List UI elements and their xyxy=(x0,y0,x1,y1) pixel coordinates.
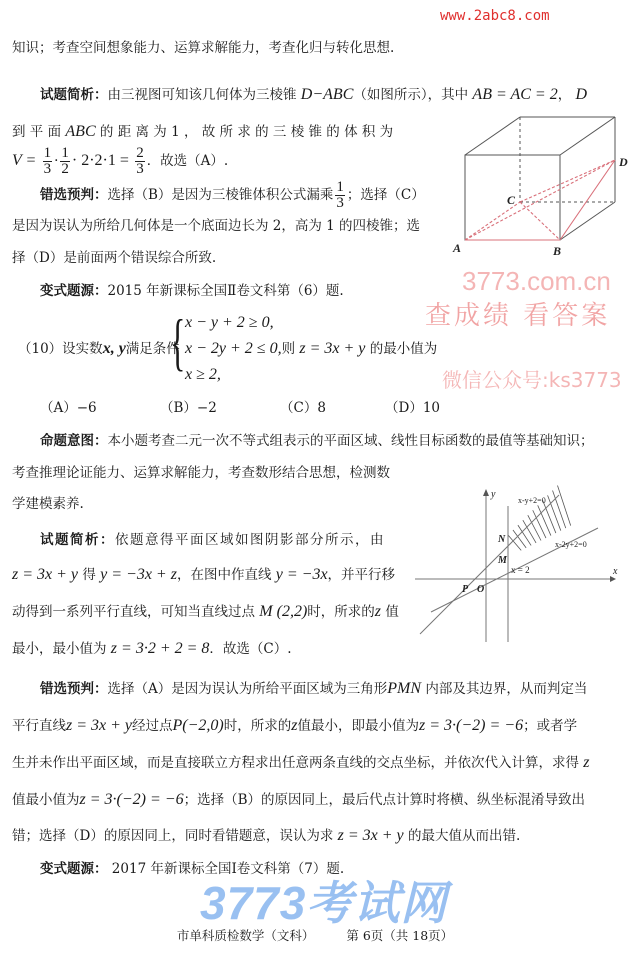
watermark-brand: 3773考试网 xyxy=(200,877,448,929)
source-line xyxy=(40,860,344,878)
math: z xyxy=(291,717,298,734)
page-footer xyxy=(0,926,630,944)
analysis-label: 试题简析： xyxy=(40,87,108,103)
text: 值最小，即最小值为 xyxy=(297,718,419,734)
math: z = 3x + y xyxy=(337,827,404,844)
text: 得 xyxy=(82,567,96,583)
text: ，在图中作直线 xyxy=(176,567,272,583)
text: 动得到一系列平行直线，可知当直线过点 xyxy=(12,604,255,620)
denominator: 3 xyxy=(336,195,344,211)
math: AB = AC = 2 xyxy=(472,86,558,103)
math: z = 3x + y xyxy=(66,717,133,734)
point-n-label: N xyxy=(498,534,506,545)
text: 错；选择（D）的原因同上，同时看错题意，误认为求 xyxy=(12,828,334,844)
text: ；或者学 xyxy=(523,718,578,734)
hatch-line xyxy=(548,495,561,530)
text: 生并未作出平面区域，而是直接联立方程求出任意两条直线的交点坐标，并依次代入计算，求得 xyxy=(12,755,579,771)
denominator: 2 xyxy=(61,161,69,177)
fraction xyxy=(135,146,145,177)
line1-label: x-y+2=0 xyxy=(518,496,546,505)
math: z xyxy=(374,603,382,620)
text-line: 择（D）是前面两个错误综合所致. xyxy=(12,250,217,266)
cube-edge xyxy=(560,117,615,155)
text: ．故选（A）. xyxy=(146,153,229,169)
analysis-label: 试题简析： xyxy=(40,532,115,548)
source-label: 变式题源： xyxy=(40,283,108,299)
text: 满足条件 xyxy=(125,341,180,357)
math: D−ABC xyxy=(300,86,354,103)
math: M (2,2) xyxy=(259,603,308,620)
math: z = 3x + y xyxy=(12,566,79,583)
vertex-label-a: A xyxy=(453,241,462,255)
edge-bd xyxy=(560,160,615,240)
vertex-label-b: B xyxy=(553,244,562,258)
numerator: 1 xyxy=(43,145,52,161)
math: y = −3x + z xyxy=(100,566,177,583)
text-line: 知识；考查空间想象能力、运算求解能力，考查化归与转化思想. xyxy=(12,40,395,56)
y-axis-arrow xyxy=(483,489,489,496)
math: PMN xyxy=(387,680,422,697)
text: 时，所求的 xyxy=(307,604,375,620)
intent-label: 命题意图： xyxy=(40,433,108,449)
point-m-label: M xyxy=(498,555,507,566)
option-a: （A）−6 xyxy=(40,400,97,416)
numerator: 1 xyxy=(61,145,69,161)
text: ，并平行移 xyxy=(327,567,396,583)
condition-1: x − y + 2 ≥ 0, xyxy=(185,314,274,331)
vertex-label-d: D xyxy=(619,155,628,169)
site-url[interactable]: www.2abc8.com xyxy=(440,8,550,24)
text: 经过点 xyxy=(132,718,173,734)
error-paragraph xyxy=(40,680,587,698)
hatch-line xyxy=(523,520,536,543)
x-axis-label: x xyxy=(613,566,618,577)
math: · 2·2·1 = xyxy=(71,152,129,169)
math: z = 3·2 + 2 = 8 xyxy=(110,640,210,657)
condition-2: x − 2y + 2 ≤ 0, xyxy=(185,340,282,357)
numerator: 2 xyxy=(136,145,144,161)
text: ．故选（C）. xyxy=(209,641,292,657)
edge-cb xyxy=(520,202,560,240)
error-label: 错选预判： xyxy=(40,187,108,203)
numerator: 1 xyxy=(336,179,344,195)
hatch-line xyxy=(508,535,521,550)
fraction xyxy=(43,146,53,177)
text: 平行直线 xyxy=(12,718,66,734)
math: P(−2,0) xyxy=(172,717,224,734)
math: ABC xyxy=(65,123,96,140)
text-line: 考查推理论证能力、运算求解能力，考查数形结合思想，检测数 xyxy=(12,465,390,481)
vertex-label-c: C xyxy=(507,193,516,207)
hatch-line xyxy=(553,490,566,528)
text: 则 xyxy=(281,341,296,357)
text: 选择（A）是因为误认为所给平面区域为三角形 xyxy=(107,681,388,697)
text: 由三视图可知该几何体为三棱锥 xyxy=(107,87,297,103)
source-line xyxy=(40,282,344,300)
source-text: 2015 年新课标全国Ⅱ卷文科第（6）题. xyxy=(107,283,344,299)
origin-label: O xyxy=(477,584,485,595)
text: （如图所示），其中 xyxy=(353,87,469,103)
hatch-line xyxy=(518,525,531,545)
fraction xyxy=(335,180,345,211)
text: ；选择（B）的原因同上，最后代点计算时将横、纵坐标混淆导致出 xyxy=(183,792,585,808)
cube-edge xyxy=(465,117,520,155)
option-d: （D）10 xyxy=(385,400,441,416)
text-line: 学建模素养. xyxy=(12,496,84,512)
math: z = 3·(−2) = −6 xyxy=(419,717,524,734)
text: （10）设实数 xyxy=(18,341,103,357)
fraction xyxy=(60,146,70,177)
text: 的最小值为 xyxy=(369,341,438,357)
hatch-line xyxy=(558,486,571,526)
text: ；选择（C） xyxy=(346,187,425,203)
text-line xyxy=(12,123,393,141)
text-line xyxy=(12,827,520,845)
edge-ac xyxy=(465,202,520,240)
watermark-wechat: 微信公众号:ks3773 xyxy=(442,368,622,392)
error-label: 错选预判： xyxy=(40,681,108,697)
feasible-region-graph xyxy=(405,484,630,644)
pyramid-figure xyxy=(445,100,630,260)
math: y = −3x xyxy=(275,566,328,583)
text: 内部及其边界，从而判定当 xyxy=(425,681,588,697)
text-line xyxy=(12,754,590,772)
condition-2-line xyxy=(185,340,437,358)
intent-paragraph xyxy=(40,432,594,450)
option-c: （C）8 xyxy=(280,400,326,416)
watermark-slogan: 查成绩 看答案 xyxy=(425,301,611,331)
math: V = xyxy=(12,152,37,169)
text-line: 是因为误认为所给几何体是一个底面边长为 2，高为 1 的四棱锥；选 xyxy=(12,218,421,234)
text-line xyxy=(12,566,395,584)
text: ， xyxy=(557,87,572,103)
condition-3: x ≥ 2, xyxy=(185,366,221,383)
analysis-paragraph xyxy=(40,531,385,549)
footer-title: 市单科质检数学（文科） xyxy=(176,928,315,943)
line-x-y-plus-2 xyxy=(420,495,559,634)
text: 依题意得平面区域如图阴影部分所示，由 xyxy=(115,532,385,548)
text-line xyxy=(12,603,399,621)
text: 本小题考查二元一次不等式组表示的平面区域、线性目标函数的最值等基础知识； xyxy=(107,433,594,449)
math: x, y xyxy=(102,340,126,357)
text: 值最小值为 xyxy=(12,792,80,808)
line3-label: x = 2 xyxy=(511,565,530,575)
error-paragraph xyxy=(40,180,425,211)
page-number: 第 6页（共 18页） xyxy=(346,928,454,943)
text: 选择（B）是因为三棱锥体积公式漏乘 xyxy=(107,187,334,203)
text: 的最大值从而出错. xyxy=(407,828,521,844)
edge-ad xyxy=(465,160,615,240)
math: D xyxy=(575,86,588,103)
question-stem xyxy=(18,340,180,358)
math: z xyxy=(583,754,590,771)
text-line xyxy=(12,717,577,735)
text: 到 平 面 xyxy=(12,124,62,140)
source-text: 2017 年新课标全国Ⅰ卷文科第（7）题. xyxy=(111,861,345,877)
volume-formula: V = $\frac{1}{3}$ · $\frac{1}{2}$ · 2·2·1 = $\frac{2}{3}$ ．故选（A）. xyxy=(12,145,229,177)
y-axis-label: y xyxy=(491,489,496,500)
text: 时，所求的 xyxy=(223,718,292,734)
text-line xyxy=(12,791,585,809)
text-line xyxy=(12,640,292,658)
point-p-label: P xyxy=(462,584,469,595)
math: z = 3·(−2) = −6 xyxy=(79,791,184,808)
text: 的 距 离 为 1 ， 故 所 求 的 三 棱 锥 的 体 积 为 xyxy=(99,124,394,140)
line2-label: x-2y+2=0 xyxy=(555,540,587,549)
text: 最小，最小值为 xyxy=(12,641,107,657)
text: 值 xyxy=(385,604,399,620)
objective: z = 3x + y xyxy=(299,340,366,357)
option-b: （B）−2 xyxy=(160,400,217,416)
brace: { xyxy=(170,306,186,377)
cube-edge xyxy=(560,202,615,240)
source-label: 变式题源： xyxy=(40,861,108,877)
denominator: 3 xyxy=(43,161,52,177)
watermark-domain: 3773.com.cn xyxy=(462,266,611,296)
denominator: 3 xyxy=(136,161,144,177)
